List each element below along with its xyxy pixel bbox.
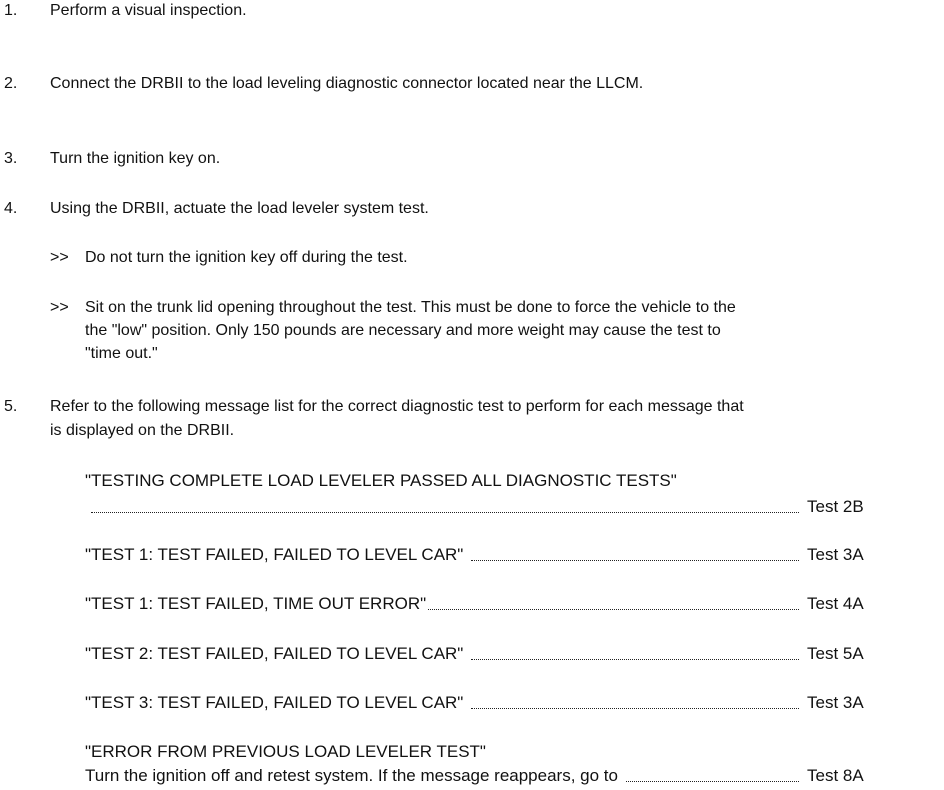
step-3-number: 3.	[4, 150, 18, 167]
message-3-test: Test 4A	[807, 594, 864, 613]
message-5-test: Test 3A	[807, 693, 864, 712]
message-1-row	[85, 496, 885, 518]
message-3-text: "TEST 1: TEST FAILED, TIME OUT ERROR"	[85, 594, 427, 613]
note-2-marker: >>	[50, 299, 69, 316]
message-2-leader	[471, 560, 799, 561]
step-4-text: Using the DRBII, actuate the load leveler system test.	[50, 200, 429, 217]
message-6-text: "ERROR FROM PREVIOUS LOAD LEVELER TEST"	[85, 742, 486, 761]
message-3-leader	[428, 609, 799, 610]
message-6-leader	[626, 781, 799, 782]
message-6-row	[85, 765, 885, 787]
note-2-line-3: "time out."	[85, 345, 158, 362]
step-1-number: 1.	[4, 2, 18, 19]
message-5-text: "TEST 3: TEST FAILED, FAILED TO LEVEL CAR"	[85, 693, 464, 712]
message-6-test: Test 8A	[807, 766, 864, 785]
note-2-line-2: the "low" position. Only 150 pounds are necessary and more weight may cause the test to	[85, 322, 721, 339]
message-5-leader	[471, 708, 799, 709]
note-2-line-1: Sit on the trunk lid opening throughout the test. This must be done to force the vehicle to the	[85, 299, 736, 316]
message-1-leader	[91, 512, 799, 513]
message-4-test: Test 5A	[807, 644, 864, 663]
message-3-row	[85, 593, 885, 615]
message-2-row	[85, 544, 885, 566]
message-2-test: Test 3A	[807, 545, 864, 564]
message-2-text: "TEST 1: TEST FAILED, FAILED TO LEVEL CAR"	[85, 545, 464, 564]
message-6-instruction: Turn the ignition off and retest system. If the message reappears, go to	[85, 766, 618, 785]
step-5-line-2: is displayed on the DRBII.	[50, 422, 235, 439]
message-4-leader	[471, 659, 799, 660]
step-5-number: 5.	[4, 398, 18, 415]
step-2-number: 2.	[4, 75, 18, 92]
message-1-text: "TESTING COMPLETE LOAD LEVELER PASSED ALL DIAGNOSTIC TESTS"	[85, 471, 677, 490]
note-1-marker: >>	[50, 249, 69, 266]
note-1-text: Do not turn the ignition key off during the test.	[85, 249, 408, 266]
message-1-test: Test 2B	[807, 497, 864, 516]
message-4-text: "TEST 2: TEST FAILED, FAILED TO LEVEL CAR"	[85, 644, 464, 663]
step-4-number: 4.	[4, 200, 18, 217]
step-3-text: Turn the ignition key on.	[50, 150, 221, 167]
message-5-row	[85, 692, 885, 714]
message-4-row	[85, 643, 885, 665]
step-1-text: Perform a visual inspection.	[50, 2, 247, 19]
step-2-text: Connect the DRBII to the load leveling diagnostic connector located near the LLCM.	[50, 75, 644, 92]
step-5-line-1: Refer to the following message list for the correct diagnostic test to perform for each message that	[50, 398, 744, 415]
